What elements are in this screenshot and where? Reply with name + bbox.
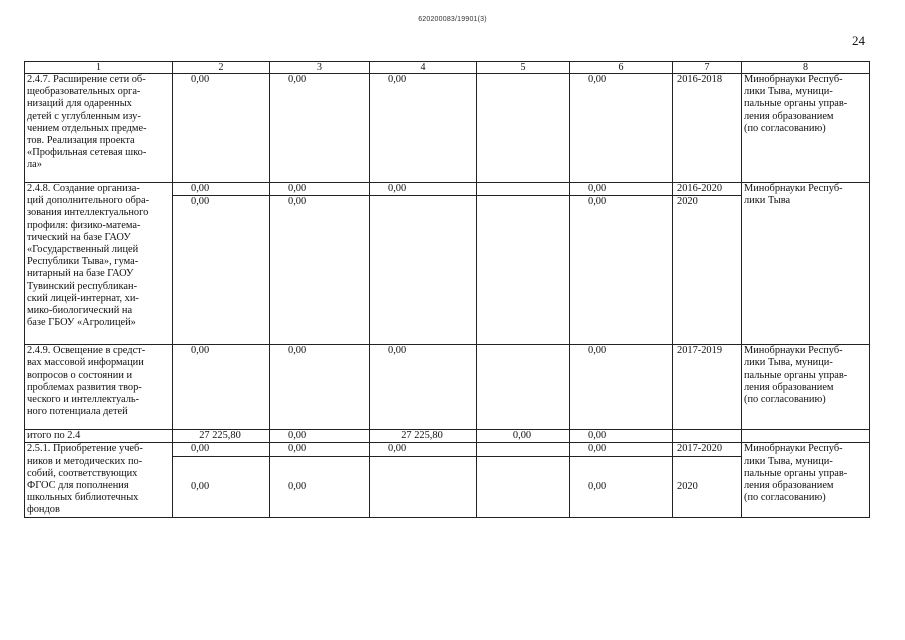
period-cell: 2016-2020 xyxy=(673,183,742,196)
value-cell: 0,00 xyxy=(173,196,270,345)
value-cell: 27 225,80 xyxy=(173,430,270,443)
activity-name: 2.4.8. Создание организа- ций дополнительного обра- зования интеллектуального профиля: физико-матема- тический на базе ГАОУ «Государственный лицей Республики Тыва», гума- нитарный на базе ГАОУ Тувинский республикан- ский лицей-интернат, хи- мико-биологический на базе ГБОУ «Агролицей» xyxy=(25,183,173,345)
page-number: 24 xyxy=(852,33,865,48)
executor-cell xyxy=(742,430,870,443)
value-cell: 0,00 xyxy=(570,345,673,430)
value-cell: 0,00 xyxy=(173,456,270,517)
document-id: 620200083/19901(3) xyxy=(418,16,487,23)
column-header: 4 xyxy=(370,62,477,74)
value-cell: 0,00 xyxy=(570,443,673,456)
column-header: 2 xyxy=(173,62,270,74)
value-cell: 0,00 xyxy=(173,74,270,183)
table-row xyxy=(25,443,870,456)
value-cell: 0,00 xyxy=(570,456,673,517)
value-cell xyxy=(477,443,570,456)
value-cell xyxy=(477,196,570,345)
column-header: 5 xyxy=(477,62,570,74)
value-cell: 0,00 xyxy=(270,430,370,443)
total-label: итого по 2.4 xyxy=(25,430,173,443)
value-cell: 0,00 xyxy=(270,196,370,345)
activity-name: 2.5.1. Приобретение учеб- ников и методических по- собий, соответствующих ФГОС для пополнения школьных библиотечных фондов xyxy=(25,443,173,517)
value-cell: 0,00 xyxy=(173,443,270,456)
executor-cell: Минобрнауки Респуб- лики Тыва, муници- пальные органы управ- ления образованием (по согласованию) xyxy=(742,443,870,517)
period-cell: 2017-2019 xyxy=(673,345,742,430)
column-header: 1 xyxy=(25,62,173,74)
period-cell: 2017-2020 xyxy=(673,443,742,456)
value-cell xyxy=(370,456,477,517)
column-header: 8 xyxy=(742,62,870,74)
period-cell xyxy=(673,430,742,443)
value-cell xyxy=(477,456,570,517)
value-cell: 0,00 xyxy=(270,74,370,183)
column-header: 3 xyxy=(270,62,370,74)
value-cell: 27 225,80 xyxy=(370,430,477,443)
value-cell: 0,00 xyxy=(370,74,477,183)
value-cell: 0,00 xyxy=(270,443,370,456)
table-row xyxy=(25,74,870,183)
value-cell xyxy=(477,183,570,196)
value-cell: 0,00 xyxy=(570,196,673,345)
value-cell: 0,00 xyxy=(570,183,673,196)
value-cell: 0,00 xyxy=(270,345,370,430)
value-cell: 0,00 xyxy=(370,345,477,430)
table-row xyxy=(25,183,870,196)
table-header-row xyxy=(25,62,870,74)
table-row xyxy=(25,345,870,430)
period-cell: 2020 xyxy=(673,196,742,345)
value-cell: 0,00 xyxy=(570,74,673,183)
value-cell: 0,00 xyxy=(270,456,370,517)
program-table xyxy=(24,61,870,518)
value-cell: 0,00 xyxy=(370,443,477,456)
column-header: 6 xyxy=(570,62,673,74)
period-cell: 2020 xyxy=(673,456,742,517)
value-cell: 0,00 xyxy=(370,183,477,196)
executor-cell: Минобрнауки Респуб- лики Тыва, муници- пальные органы управ- ления образованием (по согласованию) xyxy=(742,345,870,430)
executor-cell: Минобрнауки Респуб- лики Тыва, муници- пальные органы управ- ления образованием (по согласованию) xyxy=(742,74,870,183)
value-cell xyxy=(477,74,570,183)
column-header: 7 xyxy=(673,62,742,74)
total-row xyxy=(25,430,870,443)
value-cell xyxy=(370,196,477,345)
activity-name: 2.4.9. Освещение в средст- вах массовой информации вопросов о состоянии и проблемах развития твор- ческого и интеллектуаль- ного потенциала детей xyxy=(25,345,173,430)
executor-cell: Минобрнауки Респуб- лики Тыва xyxy=(742,183,870,345)
value-cell: 0,00 xyxy=(173,345,270,430)
value-cell: 0,00 xyxy=(570,430,673,443)
activity-name: 2.4.7. Расширение сети об- щеобразовательных орга- низаций для одаренных детей с углубленным изу- чением отдельных предме- тов. Реализация проекта «Профильная сетевая шко- ла» xyxy=(25,74,173,183)
period-cell: 2016-2018 xyxy=(673,74,742,183)
value-cell: 0,00 xyxy=(270,183,370,196)
value-cell: 0,00 xyxy=(173,183,270,196)
value-cell: 0,00 xyxy=(477,430,570,443)
value-cell xyxy=(477,345,570,430)
